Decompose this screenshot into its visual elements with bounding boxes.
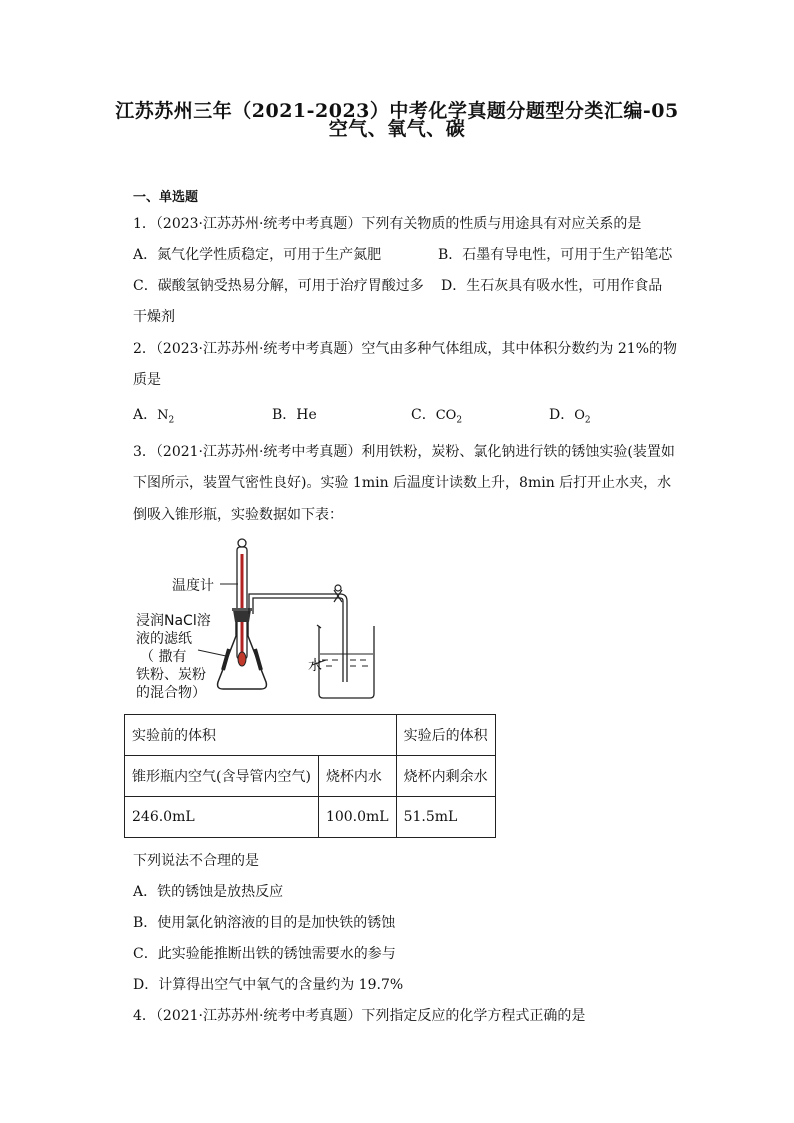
q2-stem: 2．（2023·江苏苏州·统考中考真题）空气由多种气体组成，其中体积分数约为 21%的物: [133, 341, 678, 357]
q1-option-c: C．碳酸氢钠受热易分解，可用于治疗胃酸过多: [133, 278, 424, 294]
q2-option-c: C．$CO_2$: [411, 407, 463, 426]
filter-paper-label-3: （ 撒有: [140, 649, 187, 665]
table-header-after: 实验后的体积: [396, 715, 495, 756]
q3-stem: 3．（2021·江苏苏州·统考中考真题）利用铁粉，炭粉、氯化钠进行铁的锈蚀实验(装置如: [133, 444, 675, 460]
q2-stem-continued: 质是: [133, 372, 161, 388]
q3-option-a: A．铁的锈蚀是放热反应: [133, 884, 284, 900]
table-cell: 246.0mL: [125, 797, 319, 838]
table-cell: 100.0mL: [318, 797, 396, 838]
filter-paper-label-1: 浸润NaCl溶: [136, 613, 211, 629]
filter-paper-label-5: 的混合物）: [136, 685, 206, 701]
q3-ask: 下列说法不合理的是: [133, 853, 259, 869]
table-cell: 烧杯内剩余水: [396, 756, 495, 797]
filter-paper-label-4: 铁粉、炭粉: [136, 667, 206, 683]
water-label: 水: [308, 658, 322, 674]
q3-option-d: D．计算得出空气中氧气的含量约为 19.7%: [133, 977, 404, 993]
q3-stem-line3: 倒吸入锥形瓶，实验数据如下表：: [133, 507, 343, 523]
q1-stem: 1．（2023·江苏苏州·统考中考真题）下列有关物质的性质与用途具有对应关系的是: [133, 216, 642, 232]
q3-stem-line2: 下图所示，装置气密性良好)。实验 1min 后温度计读数上升，8min 后打开止水夹，水: [133, 475, 672, 491]
thermometer-icon: [237, 539, 247, 666]
rusting-apparatus-diagram: [136, 532, 396, 704]
table-cell: 锥形瓶内空气(含导管内空气): [125, 756, 319, 797]
q2-option-a: A．$N_2$: [133, 407, 175, 426]
table-row: [125, 715, 496, 756]
delivery-tube-icon: [249, 594, 347, 682]
q4-stem: 4．（2021·江苏苏州·统考中考真题）下列指定反应的化学方程式正确的是: [133, 1008, 586, 1024]
document-title-line1: 江苏苏州三年（2021-2023）中考化学真题分题型分类汇编-05: [115, 100, 679, 122]
experiment-data-table: [124, 714, 496, 838]
table-row: [125, 756, 496, 797]
filter-paper-label-2: 液的滤纸: [136, 631, 192, 647]
table-row: [125, 797, 496, 838]
thermometer-label: 温度计: [172, 578, 214, 594]
q1-option-d: D．生石灰具有吸水性，可用作食品: [441, 278, 663, 294]
table-cell: 烧杯内水: [318, 756, 396, 797]
filter-paper-left: [223, 649, 229, 670]
q3-option-b: B．使用氯化钠溶液的目的是加快铁的锈蚀: [133, 915, 396, 931]
stopper-icon: [233, 610, 251, 622]
document-title-line2: 空气、氧气、碳: [328, 118, 466, 140]
q1-option-d-continued: 干燥剂: [133, 309, 175, 325]
table-cell: 51.5mL: [396, 797, 495, 838]
filter-paper-right: [255, 649, 261, 670]
q1-option-a: A．氮气化学性质稳定，可用于生产氮肥: [133, 247, 382, 263]
q1-option-b: B．石墨有导电性，可用于生产铅笔芯: [438, 247, 673, 263]
table-header-before: 实验前的体积: [125, 715, 397, 756]
beaker-icon: [317, 625, 374, 698]
q2-option-d: D．$O_2$: [549, 407, 591, 426]
section-heading: 一、单选题: [133, 190, 199, 205]
q3-option-c: C．此实验能推断出铁的锈蚀需要水的参与: [133, 946, 396, 962]
q2-option-b: B．He: [272, 407, 317, 423]
